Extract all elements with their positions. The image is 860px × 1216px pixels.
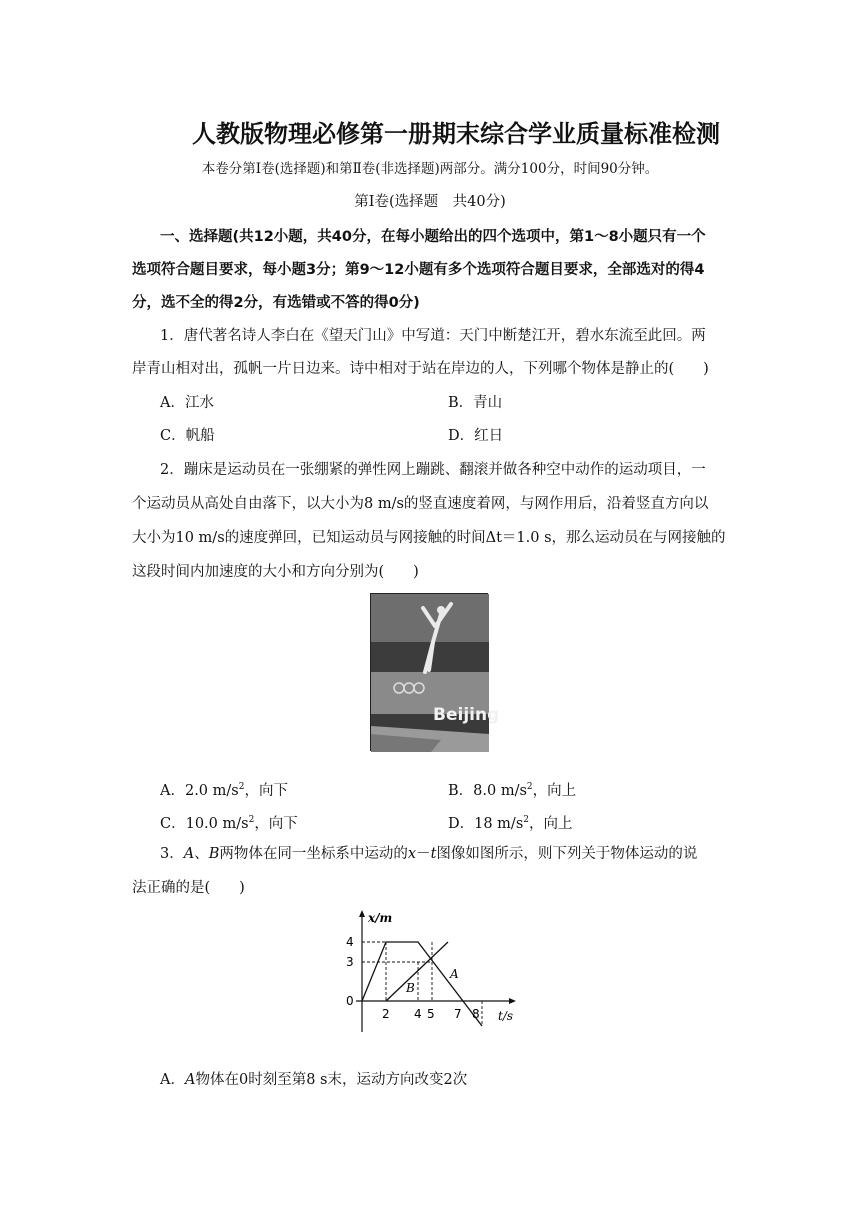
q2-line-2: 个运动员从高处自由落下，以大小为8 m/s的竖直速度着网，与网作用后，沿着竖直方向以	[132, 496, 709, 512]
y-tick-4: 4	[346, 935, 354, 949]
instructions-line-3: 分，选不全的得2分，有选错或不答的得0分)	[132, 295, 420, 311]
y-tick-3: 3	[346, 955, 354, 969]
x-tick-2: 2	[382, 1007, 390, 1021]
q1-option-c: C．帆船	[160, 428, 215, 444]
series-a-line	[362, 942, 482, 1026]
exam-note: 本卷分第Ⅰ卷(选择题)和第Ⅱ卷(非选择题)两部分。满分100分，时间90分钟。	[201, 161, 659, 177]
q1-option-a: A．江水	[160, 395, 214, 411]
q1-line-2: 岸青山相对出，孤帆一片日边来。诗中相对于站在岸边的人，下列哪个物体是静止的( )	[132, 361, 709, 377]
photo-watermark-text: Beijing	[433, 705, 500, 725]
y-axis-arrow-icon	[359, 910, 365, 917]
q2-line-3: 大小为10 m/s的速度弹回，已知运动员与网接触的时间Δt＝1.0 s，那么运动员在与网接触的	[132, 530, 726, 546]
x-tick-4: 4	[414, 1007, 422, 1021]
q3-line-2: 法正确的是( )	[132, 880, 245, 896]
series-a-label: A	[450, 967, 459, 981]
q1-option-d: D．红日	[448, 428, 504, 444]
section-heading: 第Ⅰ卷(选择题 共40分)	[354, 194, 506, 210]
q1-line-1: 1．唐代著名诗人李白在《望天门山》中写道：天门中断楚江开，碧水东流至此回。两	[160, 328, 706, 344]
instructions-line-2: 选项符合题目要求，每小题3分；第9～12小题有多个选项符合题目要求，全部选对的得4	[132, 262, 705, 278]
y-tick-0: 0	[346, 994, 354, 1008]
q2-option-a: A．2.0 $m/s^2$，向下	[160, 782, 288, 799]
q1-option-b: B．青山	[448, 395, 503, 411]
x-axis-arrow-icon	[509, 998, 516, 1004]
q3-line-1: 3．A、B两物体在同一坐标系中运动的x－t图像如图所示，则下列关于物体运动的说	[160, 846, 698, 862]
q2-line-4: 这段时间内加速度的大小和方向分别为( )	[132, 564, 419, 580]
x-axis-label: t/s	[498, 1009, 514, 1023]
q2-option-d: D．18 $m/s^2$，向上	[448, 815, 573, 832]
xt-graph	[338, 908, 518, 1040]
trampoline-photo-illustration	[371, 594, 500, 752]
q2-option-b: B．8.0 $m/s^2$，向上	[448, 782, 577, 799]
series-b-label: B	[406, 981, 415, 995]
q3-option-a: A．A物体在0时刻至第8 s末，运动方向改变2次	[160, 1072, 468, 1088]
x-tick-7: 7	[454, 1007, 462, 1021]
y-axis-label: x/m	[368, 911, 393, 925]
q2-option-c: C．10.0 $m/s^2$，向下	[160, 815, 298, 832]
series-b-line	[386, 942, 448, 1001]
q2-line-1: 2．蹦床是运动员在一张绷紧的弹性网上蹦跳、翻滚并做各种空中动作的运动项目，一	[160, 462, 706, 478]
instructions-line-1: 一、选择题(共12小题，共40分，在每小题给出的四个选项中，第1～8小题只有一个	[160, 229, 706, 245]
x-tick-8: 8	[472, 1007, 480, 1021]
x-tick-5: 5	[427, 1007, 435, 1021]
trampoline-photo	[370, 593, 500, 751]
page-title: 人教版物理必修第一册期末综合学业质量标准检测	[192, 120, 720, 148]
